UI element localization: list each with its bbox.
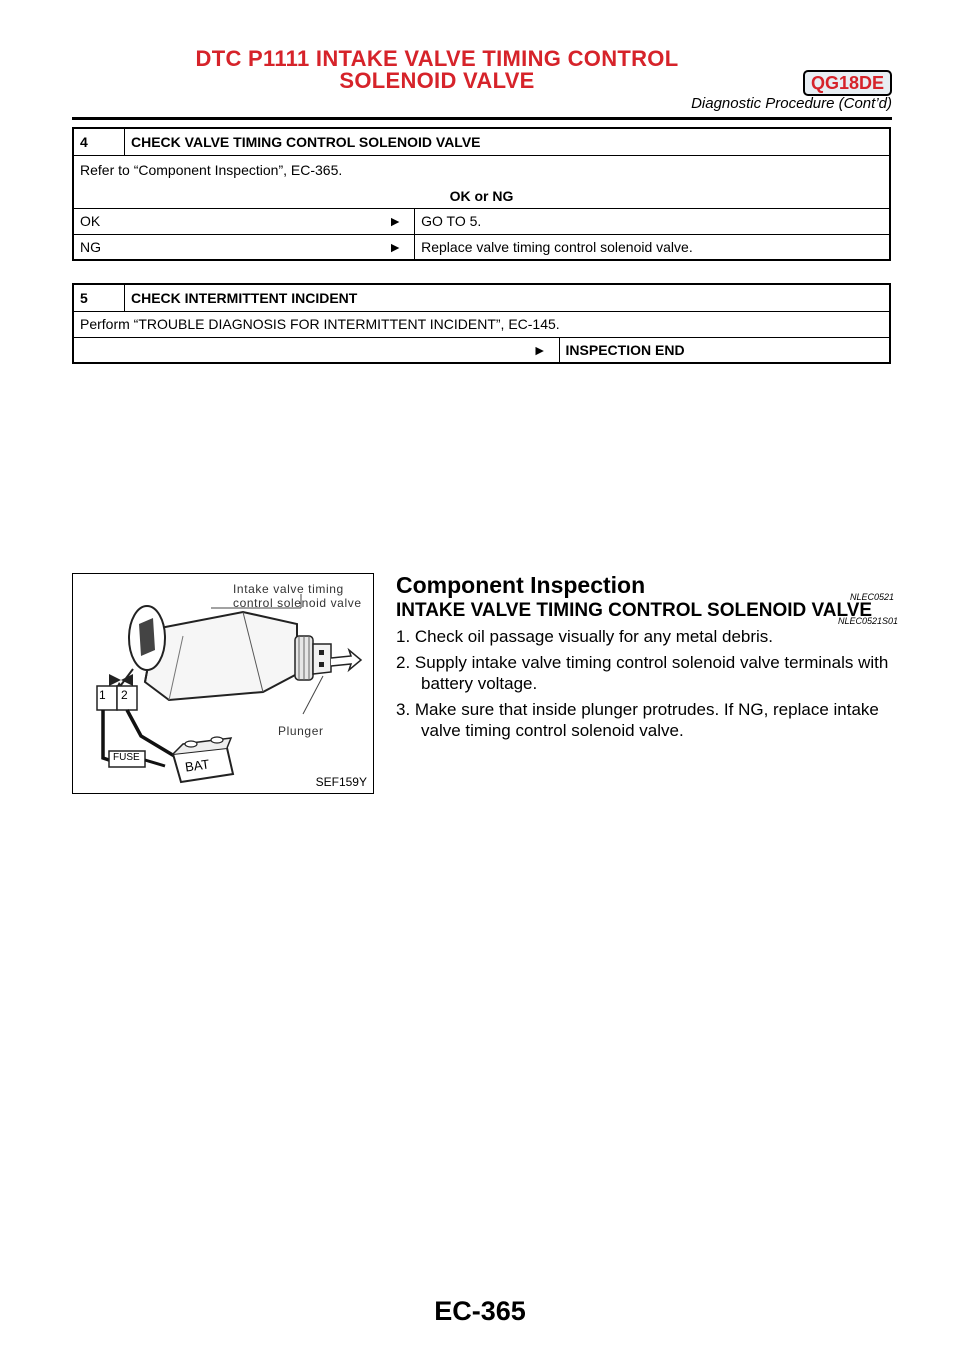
arrow-right-icon: ► bbox=[532, 341, 547, 358]
result-ng-cell bbox=[73, 234, 415, 260]
figure-label-fuse: FUSE bbox=[113, 752, 140, 763]
result-ok-label: OK bbox=[80, 213, 101, 229]
figure-label-valve-1: Intake valve timing bbox=[233, 582, 344, 596]
header-divider bbox=[72, 117, 892, 120]
engine-badge: QG18DE bbox=[803, 70, 892, 96]
step-5-number: 5 bbox=[73, 284, 125, 311]
page-title bbox=[72, 48, 802, 92]
step-4-table bbox=[72, 127, 891, 261]
step-4-heading: CHECK VALVE TIMING CONTROL SOLENOID VALVE bbox=[125, 128, 891, 155]
step-5-result-cell bbox=[73, 337, 559, 363]
figure-label-plunger: Plunger bbox=[278, 724, 324, 738]
step-5-heading: CHECK INTERMITTENT INCIDENT bbox=[125, 284, 891, 311]
section-title: Component Inspection bbox=[396, 572, 646, 598]
step-4-instruction: Refer to “Component Inspection”, EC-365. bbox=[80, 161, 343, 178]
figure-terminal-2: 2 bbox=[121, 688, 129, 702]
inspection-step: 2. Supply intake valve timing control solenoid valve terminals with battery voltage. bbox=[396, 653, 889, 693]
step-4-result-ng bbox=[73, 234, 890, 260]
page-number: EC-365 bbox=[434, 1296, 526, 1326]
step-5-result-action: INSPECTION END bbox=[559, 337, 890, 363]
result-ok-action: GO TO 5. bbox=[415, 208, 890, 234]
figure-label-valve-2: control solenoid valve bbox=[233, 596, 362, 610]
inspection-step: 1. Check oil passage visually for any metal debris. bbox=[396, 627, 774, 646]
step-4-result-ok bbox=[73, 208, 890, 234]
section-subtitle: INTAKE VALVE TIMING CONTROL SOLENOID VALVE bbox=[396, 600, 873, 621]
figure-reference: SEF159Y bbox=[315, 775, 367, 789]
inspection-steps bbox=[396, 626, 896, 746]
figure-terminal-1: 1 bbox=[99, 688, 107, 702]
inspection-step: 3. Make sure that inside plunger protrudes. If NG, replace intake valve timing control solenoid valve. bbox=[396, 700, 879, 740]
page-subtitle: Diagnostic Procedure (Cont’d) bbox=[691, 95, 892, 112]
page-title-line2: SOLENOID VALVE bbox=[339, 68, 535, 93]
section-subtitle-code: NLEC0521S01 bbox=[838, 616, 899, 626]
result-ng-label: NG bbox=[80, 238, 101, 255]
page-title-line1: DTC P1111 INTAKE VALVE TIMING CONTROL bbox=[195, 46, 679, 71]
result-ok-cell bbox=[73, 208, 415, 234]
step-5-body: Perform “TROUBLE DIAGNOSIS FOR INTERMITTENT INCIDENT”, EC-145. bbox=[73, 311, 890, 337]
page-header bbox=[72, 48, 892, 118]
section-title-code: NLEC0521 bbox=[850, 592, 895, 602]
arrow-right-icon: ► bbox=[388, 213, 403, 229]
step-4-okng: OK or NG bbox=[449, 187, 514, 204]
arrow-right-icon: ► bbox=[388, 238, 403, 255]
figure-label-bat: BAT bbox=[184, 756, 211, 775]
step-5-table bbox=[72, 283, 891, 364]
step-5-result bbox=[73, 337, 890, 363]
step-4-number: 4 bbox=[73, 128, 125, 155]
solenoid-valve-figure bbox=[72, 573, 374, 794]
step-4-body bbox=[73, 155, 890, 208]
result-ng-action: Replace valve timing control solenoid valve. bbox=[415, 234, 890, 260]
